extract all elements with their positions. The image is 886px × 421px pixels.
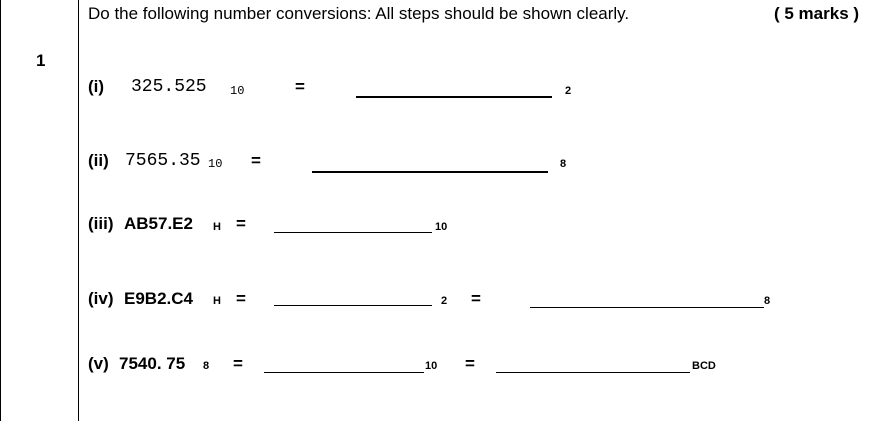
item-to-base: 8 <box>560 158 567 170</box>
item-from-base: 8 <box>203 360 210 372</box>
item-label: (ii) <box>88 151 109 170</box>
item-value: 325.525 <box>131 77 207 97</box>
item-to-base: 2 <box>565 85 572 97</box>
item-mid-base: 2 <box>441 295 448 307</box>
item-label: (iii) <box>88 214 114 233</box>
item-equals: = <box>251 151 261 170</box>
item-equals: = <box>233 354 243 373</box>
item-equals-2: = <box>465 354 475 373</box>
item-from-base: H <box>213 221 221 233</box>
item-from-base: 10 <box>208 157 223 171</box>
answer-blank-2[interactable] <box>530 307 764 308</box>
item-value: E9B2.C4 <box>124 289 193 308</box>
answer-blank[interactable] <box>312 171 548 173</box>
table-left-border <box>0 0 1 421</box>
item-equals: = <box>236 214 246 233</box>
item-label: (i) <box>88 77 105 96</box>
question-marks: ( 5 marks ) <box>774 4 860 23</box>
answer-blank[interactable] <box>356 96 552 98</box>
answer-blank[interactable] <box>274 232 432 233</box>
item-equals: = <box>236 289 246 308</box>
item-equals: = <box>295 77 305 96</box>
item-from-base: H <box>213 295 221 307</box>
item-value: 7540. 75 <box>119 354 186 373</box>
answer-blank-2[interactable] <box>496 372 690 373</box>
item-value: 7565.35 <box>125 151 201 171</box>
item-from-base: 10 <box>230 84 245 98</box>
item-to-base: 8 <box>764 295 771 307</box>
item-to-base: 10 <box>435 221 448 233</box>
item-equals-2: = <box>471 289 481 308</box>
answer-blank-1[interactable] <box>264 372 424 373</box>
item-mid-base: 10 <box>425 360 438 372</box>
item-label: (iv) <box>88 289 114 308</box>
table-column-divider <box>78 0 79 421</box>
question-number: 1 <box>36 51 46 70</box>
item-to-base: BCD <box>692 360 716 372</box>
item-value: AB57.E2 <box>124 214 193 233</box>
question-instruction: Do the following number conversions: All steps should be shown clearly. <box>88 4 630 23</box>
item-label: (v) <box>88 354 109 373</box>
answer-blank-1[interactable] <box>274 305 432 306</box>
